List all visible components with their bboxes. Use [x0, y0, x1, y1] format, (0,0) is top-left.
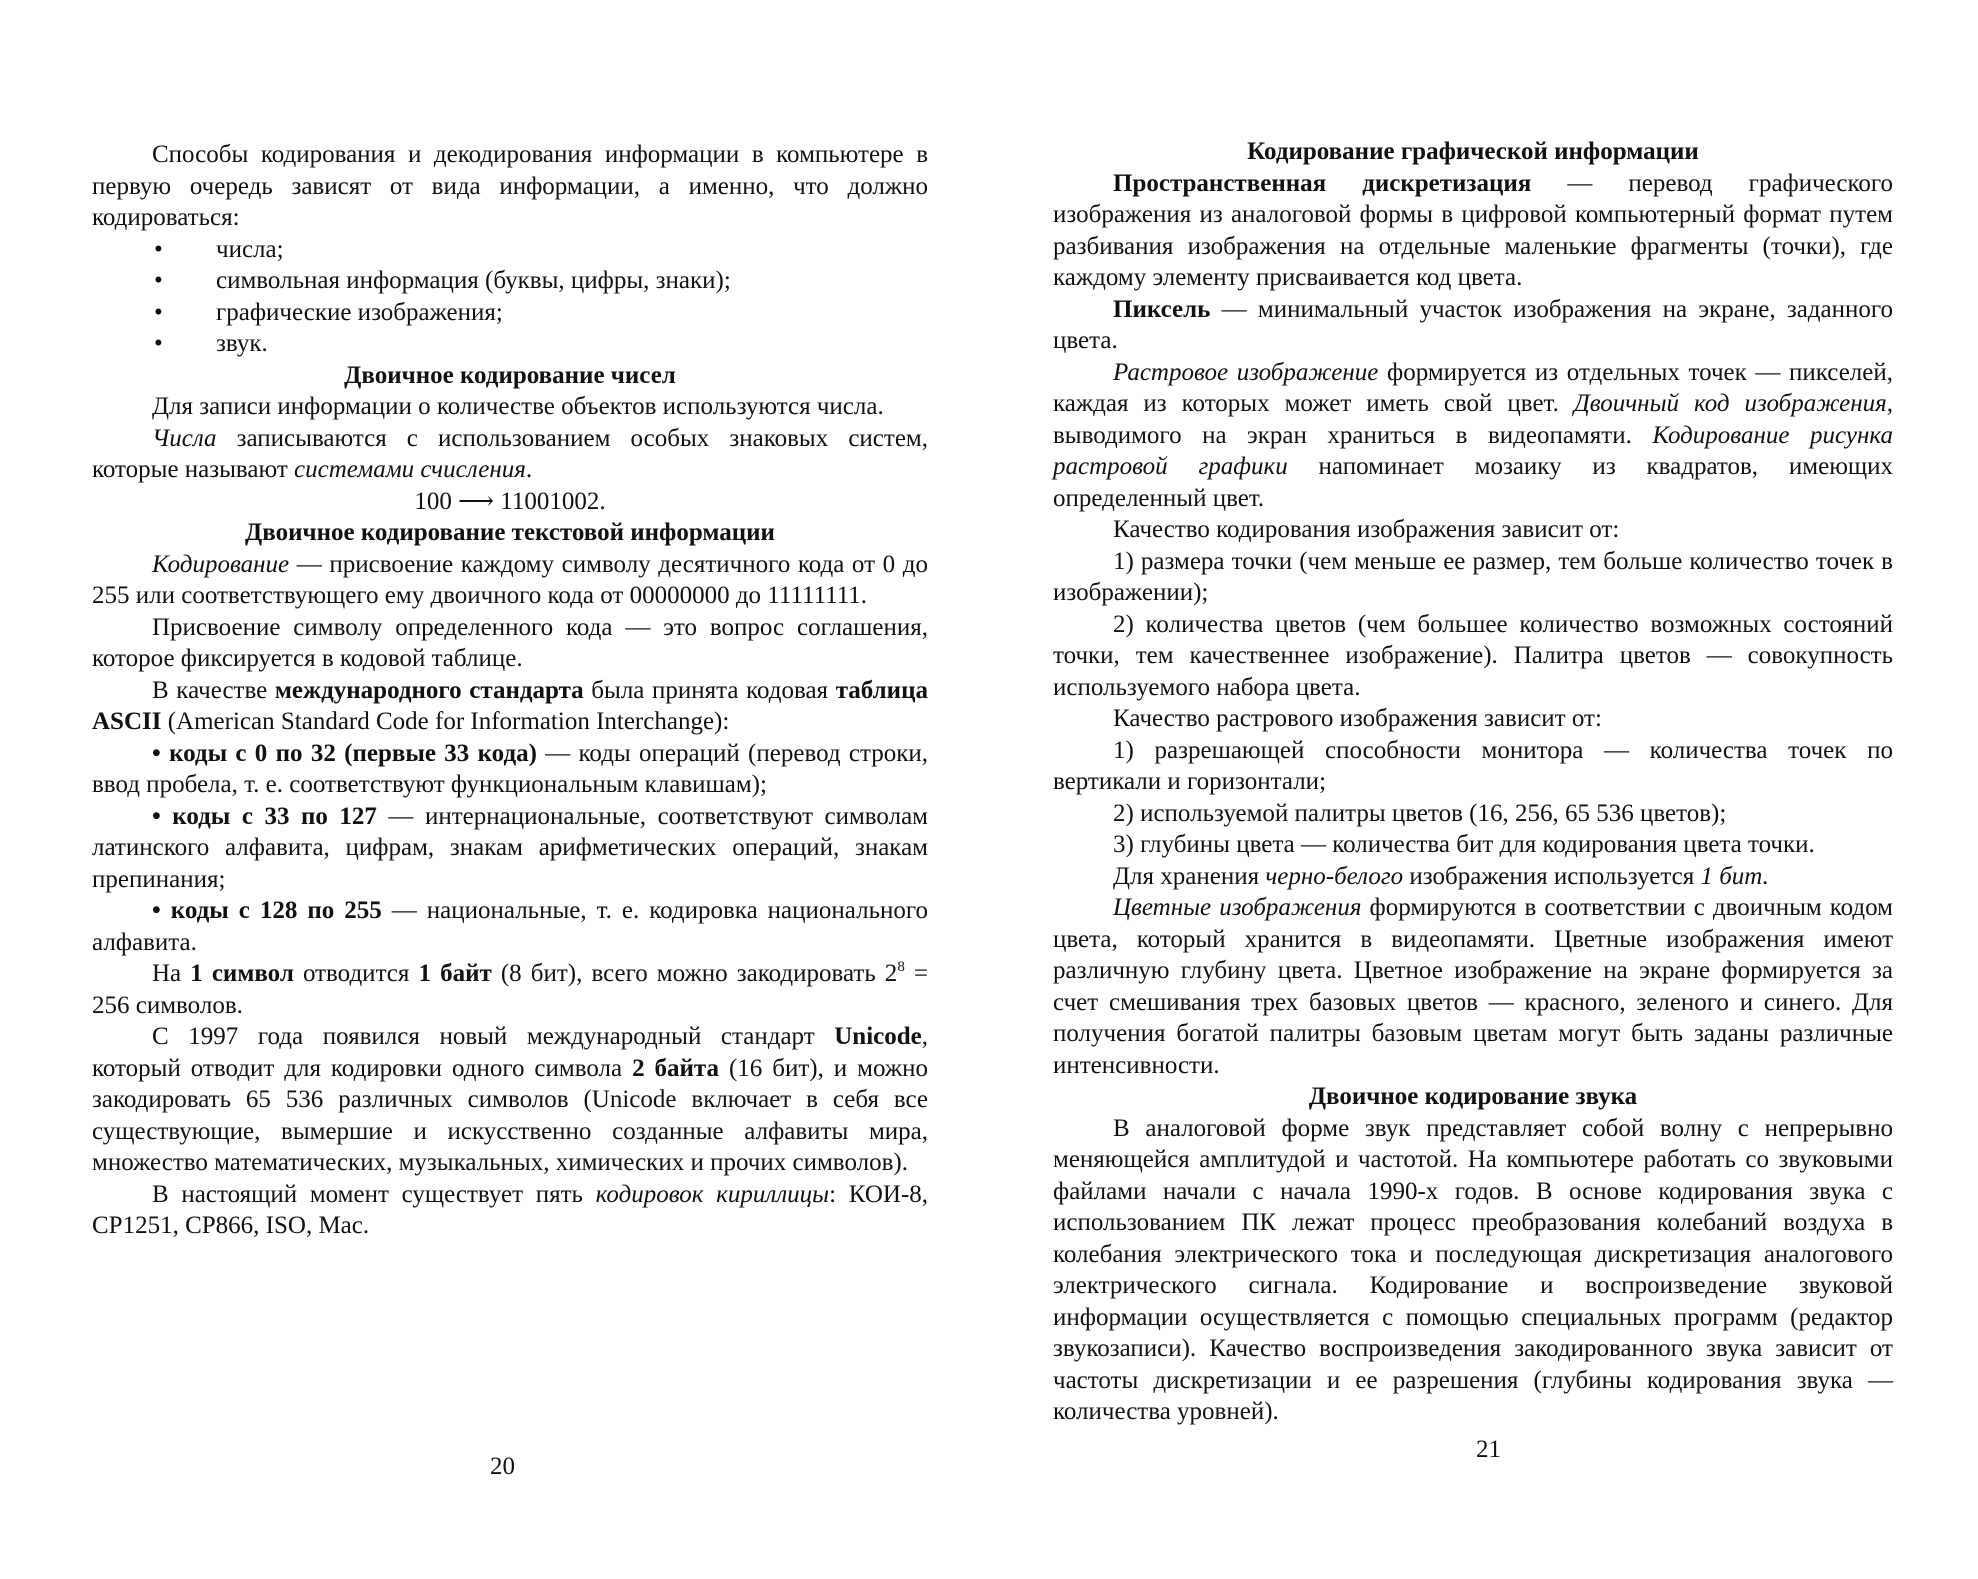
quality-item: 1) размера точки (чем меньше ее размер, тем больше количество точек в изображении);: [1053, 547, 1893, 606]
list-item: • звук.: [92, 328, 928, 360]
quality-item: 2) количества цветов (чем большее количество возможных состояний точки, тем качественнее изображение). Палитра цветов — совокупность используемого набора цвета.: [1053, 610, 1893, 701]
encoding-definition: Кодирование — присвоение каждому символу десятичного кода от 0 до 255 или соответствующего ему двоичного кода от 00000000 до 11111111.: [92, 550, 928, 609]
intro-paragraph: Способы кодирования и декодирования информации в компьютере в первую очередь зависят от вида информации, а именно, что должно кодироваться:: [92, 141, 928, 231]
bullet-icon: •: [154, 235, 163, 263]
left-page-text: [92, 139, 928, 1242]
raster-paragraph: Растровое изображение формируется из отдельных точек — пикселей, каждая из которых может иметь свой цвет. Двоичный код изображения, выводимого на экран храниться в видеопамяти. Кодирование рисунка растровой графики напоминает мозаику из квадратов, имеющих определенный цвет.: [1053, 358, 1893, 512]
pixel-paragraph: Пиксель — минимальный участок изображения на экране, заданного цвета.: [1053, 295, 1893, 354]
numbers-paragraph-1: Для записи информации о количестве объектов используются числа.: [152, 393, 884, 420]
bullet-icon: •: [152, 739, 161, 767]
bullet-icon: •: [154, 330, 163, 357]
code-assignment-paragraph: Присвоение символу определенного кода — это вопрос соглашения, которое фиксируется в кодовой таблице.: [92, 613, 928, 672]
right-page: [989, 0, 1978, 1579]
list-item: • символьная информация (буквы, цифры, знаки);: [92, 265, 928, 297]
discretization-paragraph: Пространственная дискретизация — перевод графического изображения из аналоговой формы в цифровой компьютерный формат путем разбивания изображения на отдельные маленькие фрагменты (точки), где каждому элементу присваивается код цвета.: [1053, 169, 1894, 291]
ascii-range-item: • коды с 33 по 127 — интернациональные, соответствуют символам латинского алфавита, цифрам, знакам арифметических операций, знакам препинания;: [92, 802, 928, 893]
ascii-paragraph: В качестве международного стандарта была принята кодовая таблица ASCII (American Standard Code for Information Interchange):: [92, 676, 928, 735]
bullet-icon: •: [154, 298, 163, 326]
right-page-text: [1053, 136, 1893, 1428]
ascii-range-item: • коды с 0 по 32 (первые 33 кода) — коды операций (перевод строки, ввод пробела, т. е. соответствуют функциональным клавишам);: [92, 739, 928, 798]
numbers-paragraph-2: Числа записываются с использованием особых знаковых систем, которые называют системами счисления.: [92, 424, 928, 483]
raster-quality-intro: Качество растрового изображения зависит от:: [1113, 705, 1602, 732]
section-heading-sound: Двоичное кодирование звука: [1308, 1083, 1638, 1110]
color-images-paragraph: Цветные изображения формируются в соответствии с двоичным кодом цвета, который хранится в видеопамяти. Цветные изображения имеют различную глубину цвета. Цветное изображение на экране формируется за счет смешивания трех базовых цветов — красного, зеленого и синего. Для получения богатой палитры базовым цветам могут быть заданы различные интенсивности.: [1053, 894, 1893, 1079]
bullet-icon: •: [152, 802, 161, 830]
info-types-list: [92, 234, 928, 360]
page-number: 21: [1476, 1436, 1501, 1463]
byte-paragraph: На 1 символ отводится 1 байт (8 бит), всего можно закодировать $2^8 = 256$ символов.: [92, 959, 928, 1019]
unicode-paragraph: С 1997 года появился новый международный стандарт Unicode, который отводит для кодировки одного символа 2 байта (16 бит), и можно закодировать 65 536 различных символов (Unicode включает в себя все существующие, вымершие и искусственно созданные алфавиты мира, множество математических, музыкальных, химических и прочих символов).: [92, 1023, 928, 1176]
raster-quality-item: 2) используемой палитры цветов (16, 256, 65 536 цветов);: [1113, 799, 1727, 827]
ascii-range-item: • коды с 128 по 255 — национальные, т. е. кодировка национального алфавита.: [92, 897, 928, 956]
number-example: 100 ⟶ 11001002.: [414, 487, 606, 515]
quality-intro: Качество кодирования изображения зависит от:: [1113, 516, 1620, 543]
raster-quality-item: 3) глубины цвета — количества бит для кодирования цвета точки.: [1113, 831, 1815, 858]
bw-storage-paragraph: Для хранения черно-белого изображения используется 1 бит.: [1113, 862, 1769, 890]
section-heading-graphics: Кодирование графической информации: [1247, 138, 1699, 165]
bullet-icon: •: [152, 897, 161, 924]
list-item: • числа;: [92, 234, 928, 266]
sound-paragraph: В аналоговой форме звук представляет собой волну с непрерывно меняющейся амплитудой и частотой. На компьютере работать со звуковыми файлами начали с начала 1990-х годов. В основе кодирования звука с использованием ПК лежат процесс преобразования колебаний воздуха в колебания электрического тока и последующая дискретизация аналогового электрического сигнала. Кодирование и воспроизведение звуковой информации осуществляется с помощью специальных программ (редактор звукозаписи). Качество воспроизведения закодированного звука зависит от частоты дискретизации и ее разрешения (глубины кодирования звука — количества уровней).: [1053, 1114, 1893, 1425]
page-number: 20: [490, 1453, 515, 1480]
raster-quality-item: 1) разрешающей способности монитора — количества точек по вертикали и горизонтали;: [1053, 736, 1893, 795]
section-heading-text: Двоичное кодирование текстовой информации: [245, 519, 775, 546]
bullet-icon: •: [154, 267, 163, 294]
cyrillic-encodings-paragraph: В настоящий момент существует пять кодировок кириллицы: КОИ-8, CP1251, CP866, ISO, Mac.: [92, 1180, 929, 1239]
list-item: • графические изображения;: [92, 297, 928, 329]
section-heading-numbers: Двоичное кодирование чисел: [344, 361, 676, 389]
